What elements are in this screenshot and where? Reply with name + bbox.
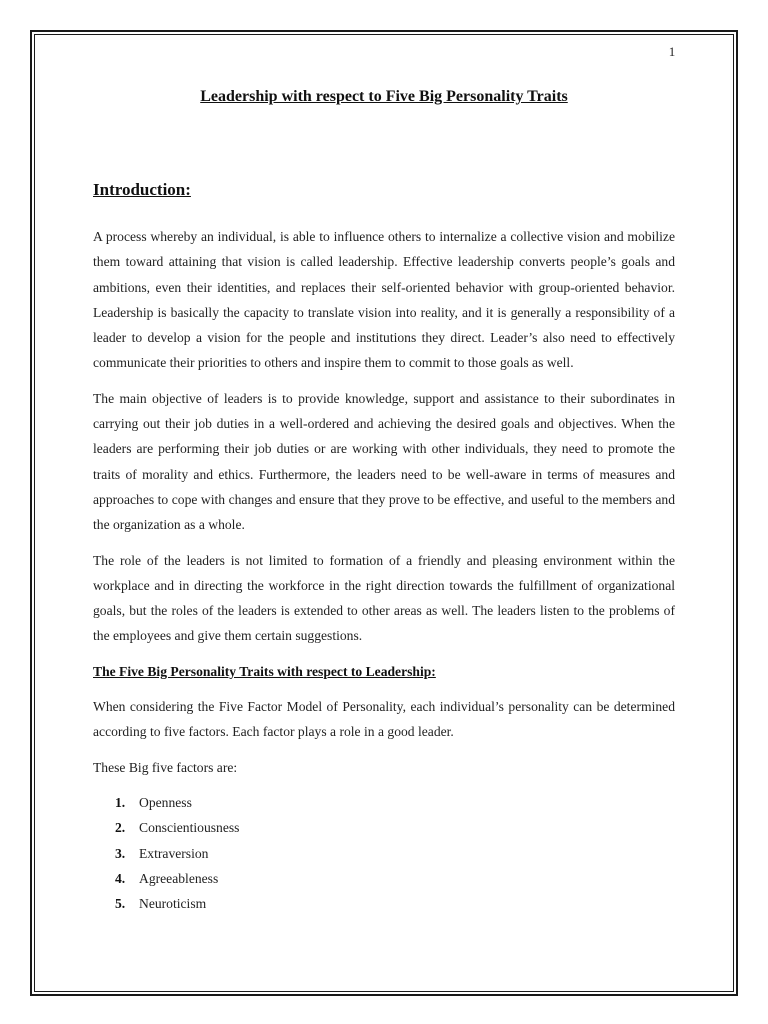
document-title: Leadership with respect to Five Big Personality Traits xyxy=(200,88,568,105)
intro-paragraph-2: The main objective of leaders is to provide knowledge, support and assistance to their subordinates in carrying out their job duties in a well-ordered and achieving the desired goals and objectives. When the leaders are performing their job duties or are working with other individuals, they need to promote the traits of morality and ethics. Furthermore, the leaders need to be well-aware in terms of measures and approaches to cope with changes and ensure that they prove to be effective, and useful to the members and the organization as a whole. xyxy=(93,390,675,533)
list-item-number: 3. xyxy=(115,845,126,861)
list-item-number: 1. xyxy=(115,794,126,810)
list-item-label: Conscientiousness xyxy=(139,820,240,836)
intro-paragraph-3: The role of the leaders is not limited to formation of a friendly and pleasing environment within the workplace and in directing the workforce in the right direction towards the fulfillment of organizational goals, but the roles of the leaders is extended to other areas as well. The leaders listen to the problems of the employees and give them certain suggestions. xyxy=(93,552,675,644)
list-item-number: 4. xyxy=(115,870,126,886)
list-item-number: 2. xyxy=(115,820,126,836)
page-number: 1 xyxy=(668,44,676,59)
list-item-label: Openness xyxy=(139,794,192,810)
list-item xyxy=(93,891,675,916)
introduction-heading: Introduction: xyxy=(93,180,191,199)
factor-list xyxy=(93,790,675,916)
list-item-number: 5. xyxy=(115,896,126,912)
big-five-paragraph-2: These Big five factors are: xyxy=(93,759,238,775)
list-item-label: Extraversion xyxy=(139,845,209,861)
list-item xyxy=(93,841,675,866)
big-five-paragraph-1: When considering the Five Factor Model of Personality, each individual’s personality can be determined according to five factors. Each factor plays a role in a good leader. xyxy=(93,699,675,740)
big-five-heading: The Five Big Personality Traits with respect to Leadership: xyxy=(93,663,436,679)
list-item xyxy=(93,866,675,891)
intro-paragraph-1: A process whereby an individual, is able to influence others to internalize a collective vision and mobilize them toward attaining that vision is called leadership. Effective leadership converts people’s goals and ambitions, even their identities, and replaces their self-oriented behavior with group-oriented behavior. Leadership is basically the capacity to translate vision into reality, and it is generally a responsibility of a leader to develop a vision for the people and institutions they direct. Leader’s also need to effectively communicate their priorities to others and inspire them to commit to those goals as well. xyxy=(93,229,675,371)
list-item xyxy=(93,815,675,840)
list-item-label: Agreeableness xyxy=(139,870,219,886)
document-body xyxy=(93,224,675,916)
list-item-label: Neuroticism xyxy=(139,896,207,912)
list-item xyxy=(93,790,675,815)
